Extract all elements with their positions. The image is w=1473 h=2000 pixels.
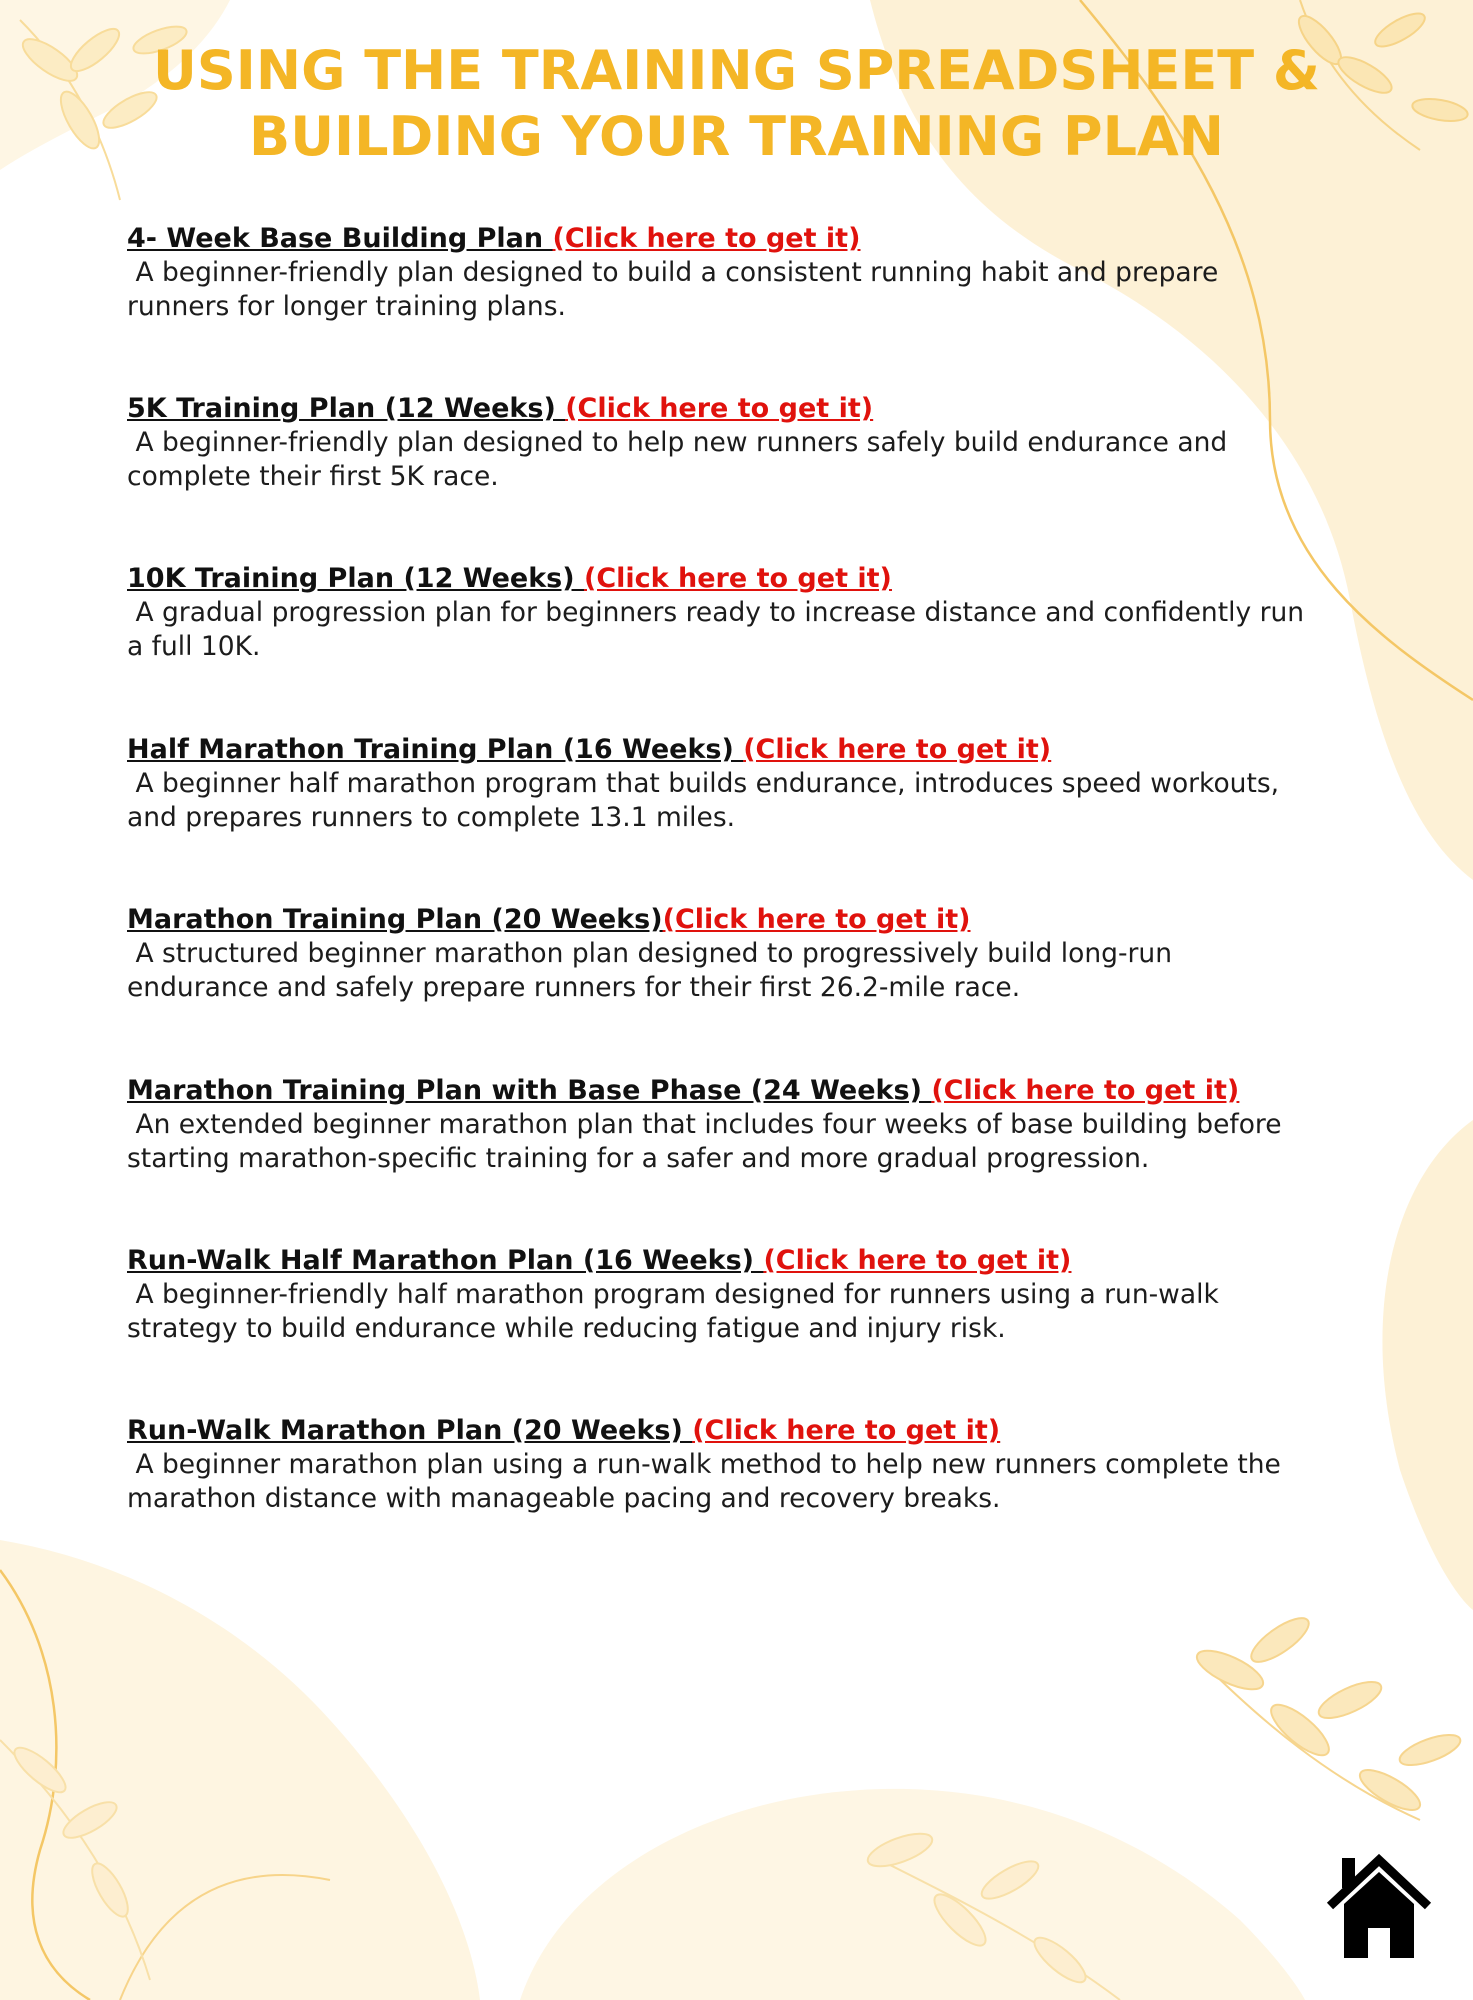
get-plan-link[interactable]: (Click here to get it) <box>565 393 874 424</box>
plan-item-run-walk-marathon <box>127 1414 1417 1516</box>
plan-title: Half Marathon Training Plan (16 Weeks) <box>127 734 744 765</box>
get-plan-link[interactable]: (Click here to get it) <box>692 1415 1001 1446</box>
plan-item-10k <box>127 562 1417 664</box>
plan-description: A beginner-friendly half marathon program designed for runners using a run-walk strategy to build endurance while reducing fatigue and injury risk. <box>127 1279 1219 1344</box>
plan-description: A beginner marathon plan using a run-walk method to help new runners complete the marathon distance with manageable pacing and recovery breaks. <box>127 1449 1281 1514</box>
plan-heading <box>127 903 1417 937</box>
get-plan-link[interactable]: (Click here to get it) <box>931 1075 1240 1106</box>
plan-description: A beginner-friendly plan designed to build a consistent running habit and prepare runners for longer training plans. <box>127 257 1219 322</box>
page-title <box>0 38 1473 170</box>
get-plan-link[interactable]: (Click here to get it) <box>583 563 892 594</box>
plan-description: A gradual progression plan for beginners ready to increase distance and confidently run a full 10K. <box>127 597 1305 662</box>
get-plan-link[interactable]: (Click here to get it) <box>763 1245 1072 1276</box>
page-title-line-1: USING THE TRAINING SPREADSHEET & <box>153 39 1320 102</box>
plan-heading <box>127 222 1417 256</box>
plan-heading <box>127 1244 1417 1278</box>
plan-item-marathon-base-phase <box>127 1074 1417 1176</box>
plan-description: A beginner-friendly plan designed to help new runners safely build endurance and complete their first 5K race. <box>127 427 1228 492</box>
page-title-line-2: BUILDING YOUR TRAINING PLAN <box>249 105 1224 168</box>
plan-title: 5K Training Plan (12 Weeks) <box>127 393 566 424</box>
plan-description: A structured beginner marathon plan designed to progressively build long-run endurance and safely prepare runners for their first 26.2-mile race. <box>127 938 1172 1003</box>
plan-item-half-marathon <box>127 733 1417 835</box>
leaf-sprig-bottom-right <box>1192 1611 1464 1820</box>
plan-item-run-walk-half <box>127 1244 1417 1346</box>
plan-title: Marathon Training Plan (20 Weeks) <box>127 904 663 935</box>
plan-heading <box>127 1074 1417 1108</box>
plan-item-base-building <box>127 222 1417 324</box>
plan-heading <box>127 562 1417 596</box>
background-blob-bottom-left <box>0 1540 480 2000</box>
background-blob-right-lower <box>1382 1120 1473 1610</box>
plan-item-5k <box>127 392 1417 494</box>
plan-heading <box>127 733 1417 767</box>
plan-heading <box>127 1414 1417 1448</box>
plan-heading <box>127 392 1417 426</box>
home-icon[interactable] <box>1324 1850 1434 1960</box>
plan-description: A beginner half marathon program that builds endurance, introduces speed workouts, and prepares runners to complete 13.1 miles. <box>127 768 1280 833</box>
plan-item-marathon <box>127 903 1417 1005</box>
background-blob-bottom <box>520 1789 1305 2000</box>
plan-title: Run-Walk Marathon Plan (20 Weeks) <box>127 1415 693 1446</box>
get-plan-link[interactable]: (Click here to get it) <box>552 223 861 254</box>
get-plan-link[interactable]: (Click here to get it) <box>662 904 971 935</box>
plan-title: 4- Week Base Building Plan <box>127 223 553 254</box>
plan-title: Marathon Training Plan with Base Phase (24 Weeks) <box>127 1075 932 1106</box>
get-plan-link[interactable]: (Click here to get it) <box>743 734 1052 765</box>
plan-description: An extended beginner marathon plan that includes four weeks of base building before starting marathon-specific training for a safer and more gradual progression. <box>127 1109 1282 1174</box>
plan-title: 10K Training Plan (12 Weeks) <box>127 563 584 594</box>
plan-title: Run-Walk Half Marathon Plan (16 Weeks) <box>127 1245 764 1276</box>
